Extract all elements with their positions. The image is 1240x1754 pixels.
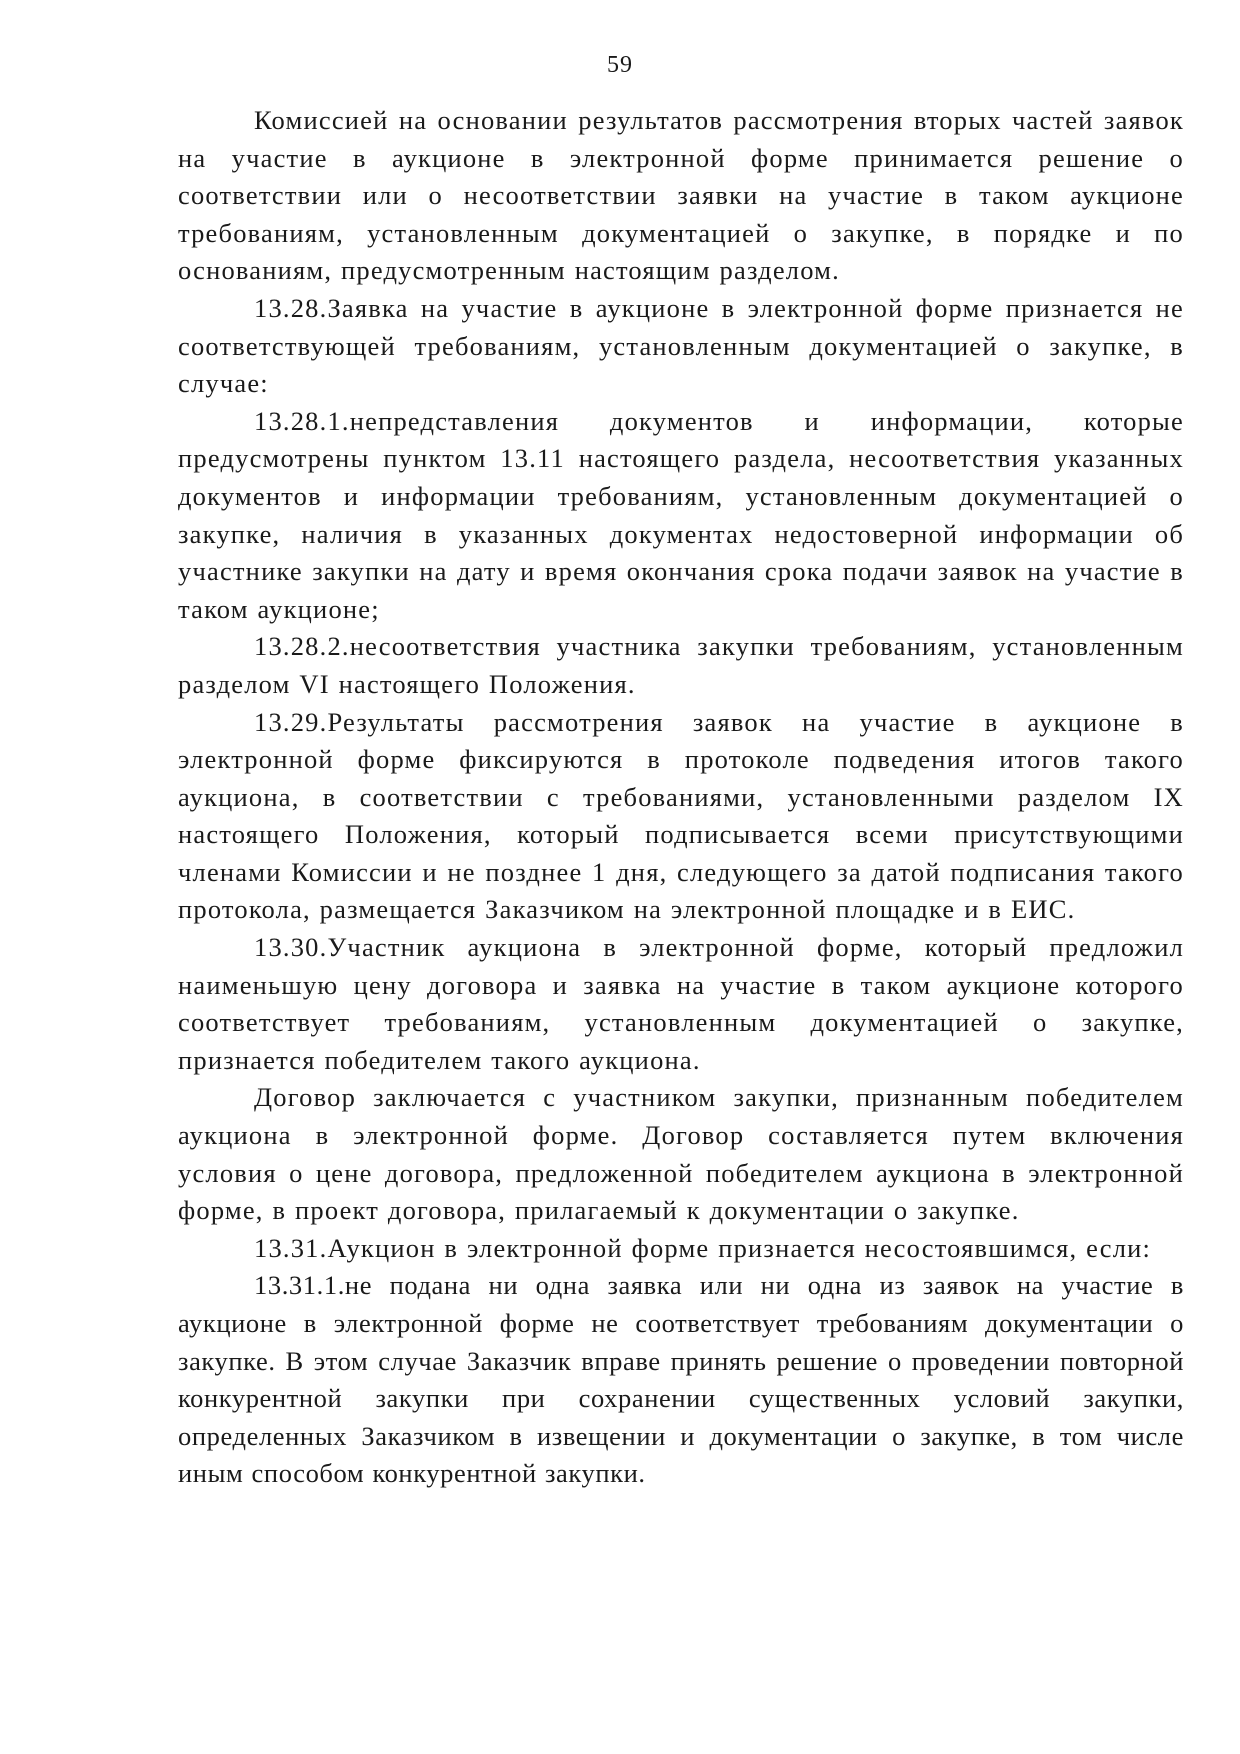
document-body xyxy=(178,102,1184,1493)
paragraph-13-29: 13.29.Результаты рассмотрения заявок на участие в аукционе в электронной форме фиксируются в протоколе подведения итогов такого аукциона, в соответствии с требованиями, установленными разделом IX настоящего Положения, который подписывается всеми присутствующими членами Комиссии и не позднее 1 дня, следующего за датой подписания такого протокола, размещается Заказчиком на электронной площадке и в ЕИС. xyxy=(178,706,1184,925)
paragraph-commission-decision: Комиссией на основании результатов рассмотрения вторых частей заявок на участие в аукционе в электронной форме принимается решение о соответствии или о несоответствии заявки на участие в таком аукционе требованиям, установленным документацией о закупке, в порядке и по основаниям, предусмотренным настоящим разделом. xyxy=(178,105,1184,286)
page-number: 59 xyxy=(607,52,633,78)
paragraph-contract-conclusion: Договор заключается с участником закупки, признанным победителем аукциона в электронной форме. Договор составляется путем включения условия о цене договора, предложенной победителем аукциона в электронной форме, в проект договора, прилагаемый к документации о закупке. xyxy=(178,1082,1184,1226)
paragraph-13-28-2: 13.28.2.несоответствия участника закупки требованиям, установленным разделом VI настоящего Положения. xyxy=(178,631,1184,699)
paragraph-13-28: 13.28.Заявка на участие в аукционе в электронной форме признается не соответствующей требованиям, установленным документацией о закупке, в случае: xyxy=(178,292,1184,399)
paragraph-13-31-1: 13.31.1.не подана ни одна заявка или ни одна из заявок на участие в аукционе в электронной форме не соответствует требованиям документации о закупке. В этом случае Заказчик вправе принять решение о проведении повторной конкурентной закупки при сохранении существенных условий закупки, определенных Заказчиком в извещении и документации о закупке, в том числе иным способом конкурентной закупки. xyxy=(178,1270,1184,1489)
paragraph-13-30: 13.30.Участник аукциона в электронной форме, который предложил наименьшую цену договора и заявка на участие в таком аукционе которого соответствует требованиям, установленным документацией о закупке, признается победителем такого аукциона. xyxy=(178,932,1184,1075)
paragraph-13-31: 13.31.Аукцион в электронной форме признается несостоявшимся, если: xyxy=(254,1232,1152,1263)
paragraph-13-28-1: 13.28.1.непредставления документов и информации, которые предусмотрены пунктом 13.11 настоящего раздела, несоответствия указанных документов и информации требованиям, установленным документацией о закупке, наличия в указанных документах недостоверной информации об участнике закупки на дату и время окончания срока подачи заявок на участие в таком аукционе; xyxy=(178,405,1184,624)
